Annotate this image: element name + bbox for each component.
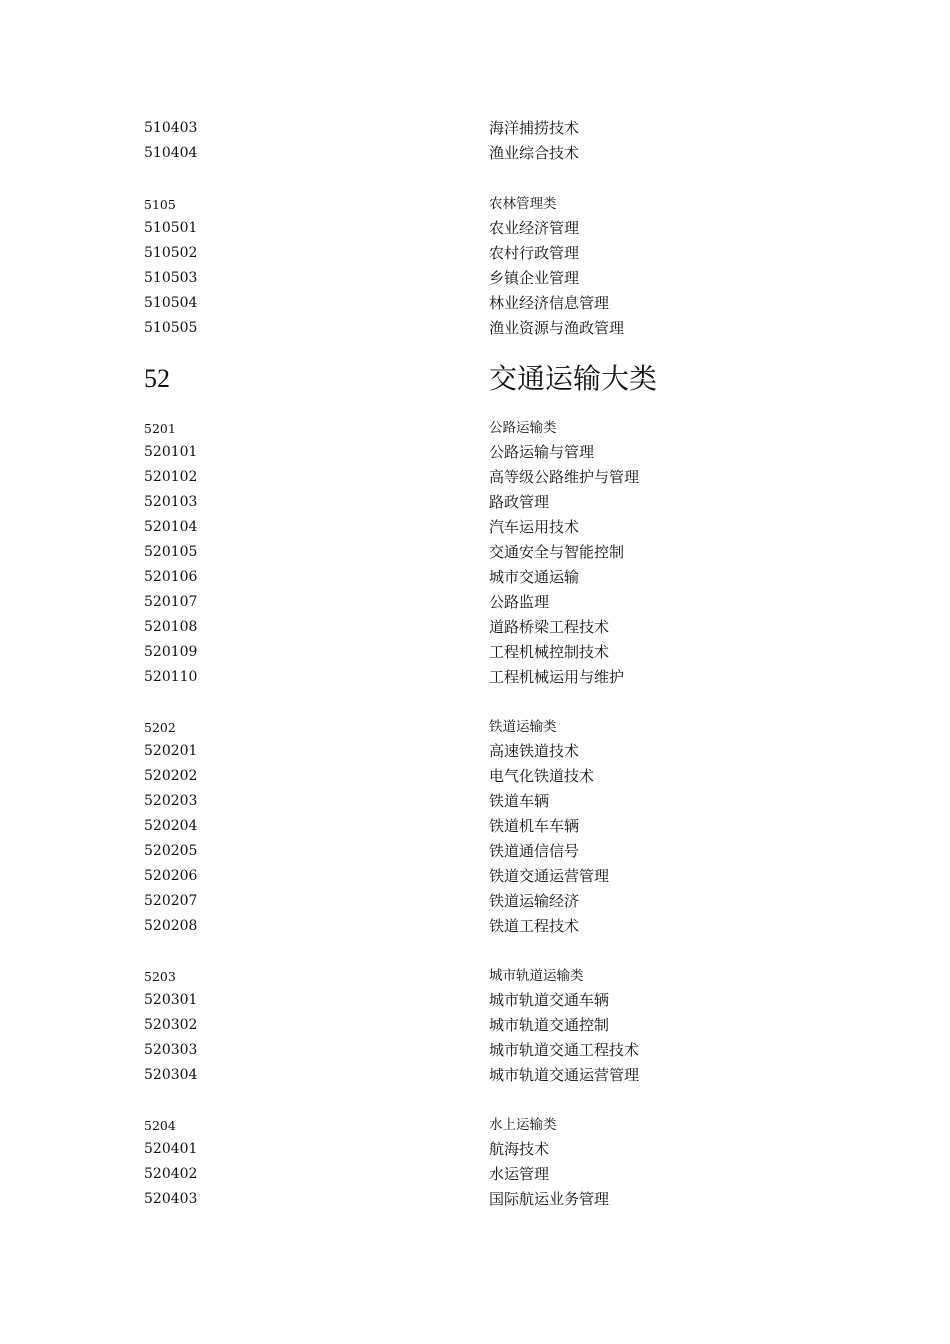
item-code: 520110 [144, 669, 198, 685]
list-item [0, 615, 950, 640]
item-name: 农业经济管理 [489, 219, 580, 237]
list-item [0, 241, 950, 266]
item-name: 城市轨道交通运营管理 [489, 1066, 640, 1084]
item-name: 高等级公路维护与管理 [489, 468, 640, 486]
item-code: 520206 [144, 868, 198, 884]
list-item [0, 116, 950, 141]
item-name: 铁道通信信号 [489, 842, 580, 860]
major-code: 52 [144, 364, 170, 393]
item-name: 交通安全与智能控制 [489, 543, 625, 561]
list-item [0, 540, 950, 565]
category-heading [0, 192, 950, 217]
item-name: 铁道车辆 [489, 792, 550, 810]
item-code: 520108 [144, 619, 198, 635]
item-code: 520102 [144, 469, 198, 485]
list-item [0, 665, 950, 690]
item-code: 520106 [144, 569, 198, 585]
item-code: 520205 [144, 843, 198, 859]
item-code: 520304 [144, 1067, 198, 1083]
category-code: 5203 [144, 969, 176, 984]
list-item [0, 465, 950, 490]
item-code: 520303 [144, 1042, 198, 1058]
list-item [0, 1038, 950, 1063]
item-name: 铁道交通运营管理 [489, 867, 610, 885]
item-name: 铁道机车车辆 [489, 817, 580, 835]
list-item [0, 839, 950, 864]
item-name: 汽车运用技术 [489, 518, 580, 536]
major-category-heading [0, 359, 950, 399]
category-name: 农林管理类 [489, 196, 557, 212]
item-name: 国际航运业务管理 [489, 1190, 610, 1208]
category-code: 5204 [144, 1118, 176, 1133]
item-code: 520402 [144, 1166, 198, 1182]
item-code: 520302 [144, 1017, 198, 1033]
list-item [0, 814, 950, 839]
item-code: 520109 [144, 644, 198, 660]
item-code: 510502 [144, 245, 198, 261]
item-name: 电气化铁道技术 [489, 767, 595, 785]
item-name: 渔业综合技术 [489, 144, 580, 162]
item-code: 520301 [144, 992, 198, 1008]
item-code: 510505 [144, 320, 198, 336]
item-code: 520107 [144, 594, 198, 610]
item-code: 510404 [144, 145, 198, 161]
item-code: 520105 [144, 544, 198, 560]
category-name: 水上运输类 [489, 1117, 557, 1133]
item-name: 农村行政管理 [489, 244, 580, 262]
list-item [0, 739, 950, 764]
item-name: 乡镇企业管理 [489, 269, 580, 287]
item-name: 工程机械控制技术 [489, 643, 610, 661]
list-item [0, 1137, 950, 1162]
item-name: 水运管理 [489, 1165, 550, 1183]
item-name: 公路监理 [489, 593, 550, 611]
list-item [0, 914, 950, 939]
list-item [0, 515, 950, 540]
category-name: 公路运输类 [489, 420, 557, 436]
item-name: 道路桥梁工程技术 [489, 618, 610, 636]
item-name: 铁道工程技术 [489, 917, 580, 935]
list-item [0, 590, 950, 615]
item-code: 510501 [144, 220, 198, 236]
item-code: 520104 [144, 519, 198, 535]
item-name: 林业经济信息管理 [489, 294, 610, 312]
category-name: 铁道运输类 [489, 719, 557, 735]
item-code: 520203 [144, 793, 198, 809]
major-name: 交通运输大类 [489, 362, 658, 395]
item-name: 城市轨道交通工程技术 [489, 1041, 640, 1059]
list-item [0, 1013, 950, 1038]
list-item [0, 988, 950, 1013]
item-code: 510503 [144, 270, 198, 286]
list-item [0, 141, 950, 166]
list-item [0, 1063, 950, 1088]
list-item [0, 864, 950, 889]
item-name: 城市轨道交通车辆 [489, 991, 610, 1009]
list-item [0, 316, 950, 341]
category-heading [0, 416, 950, 441]
item-code: 510403 [144, 120, 198, 136]
item-code: 520208 [144, 918, 198, 934]
item-name: 工程机械运用与维护 [489, 668, 625, 686]
item-code: 520401 [144, 1141, 198, 1157]
item-name: 城市轨道交通控制 [489, 1016, 610, 1034]
list-item [0, 789, 950, 814]
item-name: 路政管理 [489, 493, 550, 511]
category-heading [0, 715, 950, 740]
category-code: 5201 [144, 421, 176, 436]
item-code: 520403 [144, 1191, 198, 1207]
item-code: 520201 [144, 743, 198, 759]
list-item [0, 266, 950, 291]
item-code: 520202 [144, 768, 198, 784]
item-code: 520207 [144, 893, 198, 909]
item-code: 510504 [144, 295, 198, 311]
category-heading [0, 1113, 950, 1138]
category-code: 5202 [144, 720, 176, 735]
item-code: 520101 [144, 444, 198, 460]
list-item [0, 889, 950, 914]
item-name: 海洋捕捞技术 [489, 119, 580, 137]
item-name: 城市交通运输 [489, 568, 580, 586]
list-item [0, 490, 950, 515]
list-item [0, 1187, 950, 1212]
list-item [0, 291, 950, 316]
list-item [0, 764, 950, 789]
list-item [0, 216, 950, 241]
list-item [0, 565, 950, 590]
list-item [0, 640, 950, 665]
item-name: 铁道运输经济 [489, 892, 580, 910]
category-name: 城市轨道运输类 [489, 968, 584, 984]
item-name: 公路运输与管理 [489, 443, 595, 461]
item-code: 520103 [144, 494, 198, 510]
item-name: 航海技术 [489, 1140, 550, 1158]
list-item [0, 440, 950, 465]
list-item [0, 1162, 950, 1187]
category-heading [0, 964, 950, 989]
category-code: 5105 [144, 197, 176, 212]
item-code: 520204 [144, 818, 198, 834]
item-name: 渔业资源与渔政管理 [489, 319, 625, 337]
item-name: 高速铁道技术 [489, 742, 580, 760]
